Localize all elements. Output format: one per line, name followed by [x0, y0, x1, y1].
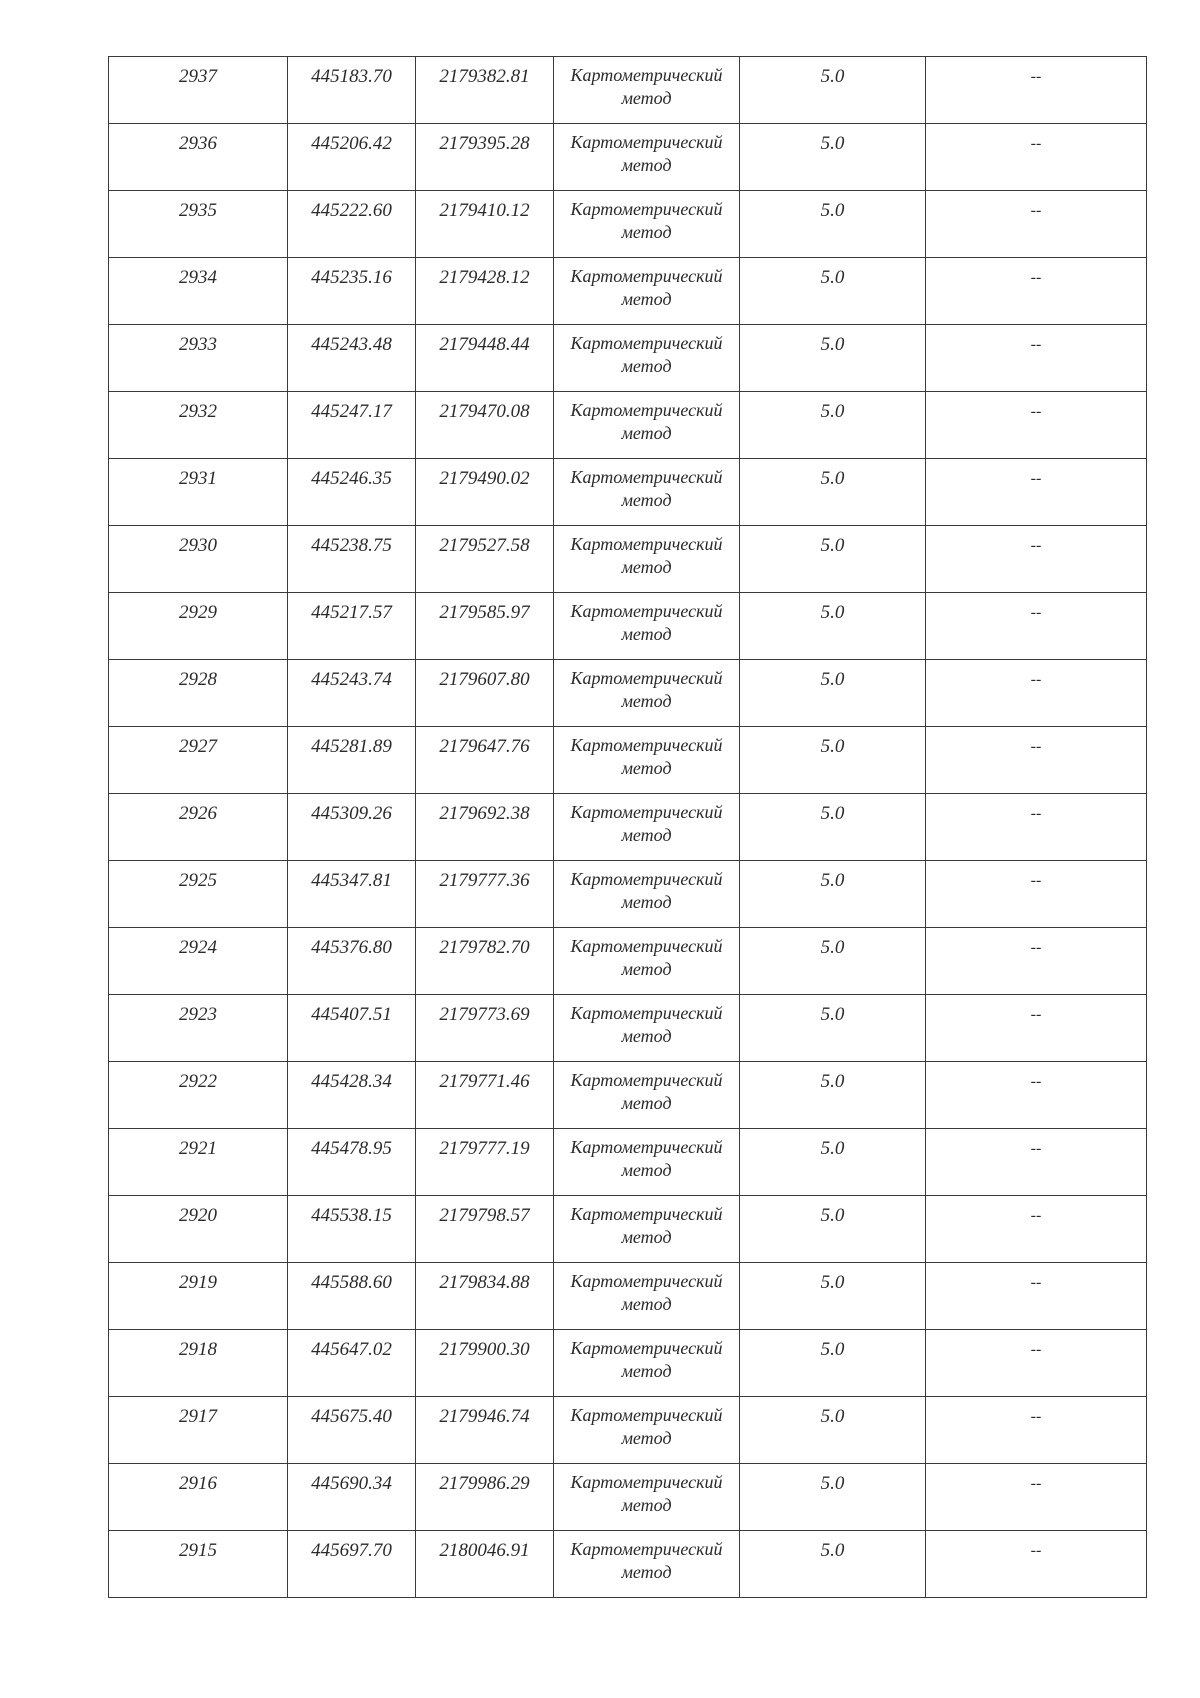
method-cell: Картометрический метод — [554, 660, 740, 727]
method-cell: Картометрический метод — [554, 1531, 740, 1598]
method-cell: Картометрический метод — [554, 1062, 740, 1129]
method-cell: Картометрический метод — [554, 124, 740, 191]
x-coordinate-cell: 445478.95 — [288, 1129, 416, 1196]
accuracy-cell: 5.0 — [740, 1196, 926, 1263]
y-coordinate-cell: 2179647.76 — [416, 727, 554, 794]
point-number-cell: 2931 — [109, 459, 288, 526]
y-coordinate-cell: 2179946.74 — [416, 1397, 554, 1464]
table-row — [109, 258, 1147, 325]
accuracy-cell: 5.0 — [740, 861, 926, 928]
accuracy-cell: 5.0 — [740, 928, 926, 995]
y-coordinate-cell: 2179782.70 — [416, 928, 554, 995]
y-coordinate-cell: 2179986.29 — [416, 1464, 554, 1531]
method-cell: Картометрический метод — [554, 928, 740, 995]
accuracy-cell: 5.0 — [740, 794, 926, 861]
method-cell: Картометрический метод — [554, 191, 740, 258]
accuracy-cell: 5.0 — [740, 57, 926, 124]
accuracy-cell: 5.0 — [740, 191, 926, 258]
note-cell: -- — [926, 325, 1147, 392]
y-coordinate-cell: 2179428.12 — [416, 258, 554, 325]
accuracy-cell: 5.0 — [740, 593, 926, 660]
note-cell: -- — [926, 124, 1147, 191]
note-cell: -- — [926, 1263, 1147, 1330]
x-coordinate-cell: 445538.15 — [288, 1196, 416, 1263]
y-coordinate-cell: 2179773.69 — [416, 995, 554, 1062]
method-cell: Картометрический метод — [554, 1196, 740, 1263]
x-coordinate-cell: 445247.17 — [288, 392, 416, 459]
accuracy-cell: 5.0 — [740, 258, 926, 325]
x-coordinate-cell: 445428.34 — [288, 1062, 416, 1129]
point-number-cell: 2920 — [109, 1196, 288, 1263]
note-cell: -- — [926, 995, 1147, 1062]
table-row — [109, 727, 1147, 794]
x-coordinate-cell: 445235.16 — [288, 258, 416, 325]
point-number-cell: 2932 — [109, 392, 288, 459]
x-coordinate-cell: 445281.89 — [288, 727, 416, 794]
point-number-cell: 2925 — [109, 861, 288, 928]
table-row — [109, 794, 1147, 861]
note-cell: -- — [926, 258, 1147, 325]
table-row — [109, 1464, 1147, 1531]
accuracy-cell: 5.0 — [740, 995, 926, 1062]
method-cell: Картометрический метод — [554, 1464, 740, 1531]
method-cell: Картометрический метод — [554, 995, 740, 1062]
x-coordinate-cell: 445183.70 — [288, 57, 416, 124]
x-coordinate-cell: 445690.34 — [288, 1464, 416, 1531]
point-number-cell: 2937 — [109, 57, 288, 124]
note-cell: -- — [926, 392, 1147, 459]
note-cell: -- — [926, 861, 1147, 928]
point-number-cell: 2924 — [109, 928, 288, 995]
method-cell: Картометрический метод — [554, 1397, 740, 1464]
x-coordinate-cell: 445407.51 — [288, 995, 416, 1062]
method-cell: Картометрический метод — [554, 861, 740, 928]
point-number-cell: 2918 — [109, 1330, 288, 1397]
y-coordinate-cell: 2179777.36 — [416, 861, 554, 928]
x-coordinate-cell: 445206.42 — [288, 124, 416, 191]
x-coordinate-cell: 445376.80 — [288, 928, 416, 995]
table-row — [109, 191, 1147, 258]
table-row — [109, 325, 1147, 392]
note-cell: -- — [926, 1062, 1147, 1129]
x-coordinate-cell: 445243.74 — [288, 660, 416, 727]
accuracy-cell: 5.0 — [740, 124, 926, 191]
y-coordinate-cell: 2179798.57 — [416, 1196, 554, 1263]
x-coordinate-cell: 445217.57 — [288, 593, 416, 660]
y-coordinate-cell: 2179395.28 — [416, 124, 554, 191]
note-cell: -- — [926, 727, 1147, 794]
table-row — [109, 861, 1147, 928]
y-coordinate-cell: 2179607.80 — [416, 660, 554, 727]
y-coordinate-cell: 2179382.81 — [416, 57, 554, 124]
x-coordinate-cell: 445588.60 — [288, 1263, 416, 1330]
table-row — [109, 928, 1147, 995]
accuracy-cell: 5.0 — [740, 1397, 926, 1464]
method-cell: Картометрический метод — [554, 593, 740, 660]
x-coordinate-cell: 445222.60 — [288, 191, 416, 258]
point-number-cell: 2916 — [109, 1464, 288, 1531]
table-row — [109, 1062, 1147, 1129]
note-cell: -- — [926, 1129, 1147, 1196]
y-coordinate-cell: 2179900.30 — [416, 1330, 554, 1397]
method-cell: Картометрический метод — [554, 258, 740, 325]
method-cell: Картометрический метод — [554, 459, 740, 526]
table-row — [109, 1263, 1147, 1330]
note-cell: -- — [926, 1464, 1147, 1531]
table-row — [109, 57, 1147, 124]
table-row — [109, 1531, 1147, 1598]
point-number-cell: 2926 — [109, 794, 288, 861]
y-coordinate-cell: 2179692.38 — [416, 794, 554, 861]
note-cell: -- — [926, 1531, 1147, 1598]
table-row — [109, 995, 1147, 1062]
y-coordinate-cell: 2179448.44 — [416, 325, 554, 392]
method-cell: Картометрический метод — [554, 526, 740, 593]
note-cell: -- — [926, 459, 1147, 526]
point-number-cell: 2915 — [109, 1531, 288, 1598]
method-cell: Картометрический метод — [554, 325, 740, 392]
note-cell: -- — [926, 1196, 1147, 1263]
point-number-cell: 2930 — [109, 526, 288, 593]
table-row — [109, 526, 1147, 593]
point-number-cell: 2936 — [109, 124, 288, 191]
y-coordinate-cell: 2179777.19 — [416, 1129, 554, 1196]
coordinates-table — [108, 56, 1147, 1598]
accuracy-cell: 5.0 — [740, 660, 926, 727]
x-coordinate-cell: 445246.35 — [288, 459, 416, 526]
table-row — [109, 392, 1147, 459]
method-cell: Картометрический метод — [554, 392, 740, 459]
x-coordinate-cell: 445243.48 — [288, 325, 416, 392]
point-number-cell: 2934 — [109, 258, 288, 325]
note-cell: -- — [926, 191, 1147, 258]
table-row — [109, 1397, 1147, 1464]
table-row — [109, 1196, 1147, 1263]
table-row — [109, 660, 1147, 727]
point-number-cell: 2927 — [109, 727, 288, 794]
point-number-cell: 2933 — [109, 325, 288, 392]
accuracy-cell: 5.0 — [740, 459, 926, 526]
accuracy-cell: 5.0 — [740, 526, 926, 593]
y-coordinate-cell: 2179410.12 — [416, 191, 554, 258]
accuracy-cell: 5.0 — [740, 1263, 926, 1330]
y-coordinate-cell: 2179585.97 — [416, 593, 554, 660]
accuracy-cell: 5.0 — [740, 727, 926, 794]
table-row — [109, 593, 1147, 660]
point-number-cell: 2921 — [109, 1129, 288, 1196]
method-cell: Картометрический метод — [554, 1263, 740, 1330]
x-coordinate-cell: 445647.02 — [288, 1330, 416, 1397]
note-cell: -- — [926, 57, 1147, 124]
method-cell: Картометрический метод — [554, 57, 740, 124]
point-number-cell: 2935 — [109, 191, 288, 258]
accuracy-cell: 5.0 — [740, 1531, 926, 1598]
table-row — [109, 124, 1147, 191]
x-coordinate-cell: 445238.75 — [288, 526, 416, 593]
accuracy-cell: 5.0 — [740, 1129, 926, 1196]
method-cell: Картометрический метод — [554, 1330, 740, 1397]
y-coordinate-cell: 2179834.88 — [416, 1263, 554, 1330]
note-cell: -- — [926, 593, 1147, 660]
accuracy-cell: 5.0 — [740, 1464, 926, 1531]
accuracy-cell: 5.0 — [740, 325, 926, 392]
note-cell: -- — [926, 928, 1147, 995]
point-number-cell: 2922 — [109, 1062, 288, 1129]
x-coordinate-cell: 445347.81 — [288, 861, 416, 928]
x-coordinate-cell: 445309.26 — [288, 794, 416, 861]
table-row — [109, 1330, 1147, 1397]
table-row — [109, 459, 1147, 526]
note-cell: -- — [926, 1397, 1147, 1464]
accuracy-cell: 5.0 — [740, 1062, 926, 1129]
point-number-cell: 2929 — [109, 593, 288, 660]
note-cell: -- — [926, 526, 1147, 593]
note-cell: -- — [926, 1330, 1147, 1397]
point-number-cell: 2919 — [109, 1263, 288, 1330]
y-coordinate-cell: 2179527.58 — [416, 526, 554, 593]
y-coordinate-cell: 2180046.91 — [416, 1531, 554, 1598]
point-number-cell: 2923 — [109, 995, 288, 1062]
x-coordinate-cell: 445697.70 — [288, 1531, 416, 1598]
note-cell: -- — [926, 660, 1147, 727]
x-coordinate-cell: 445675.40 — [288, 1397, 416, 1464]
accuracy-cell: 5.0 — [740, 1330, 926, 1397]
table-row — [109, 1129, 1147, 1196]
method-cell: Картометрический метод — [554, 1129, 740, 1196]
y-coordinate-cell: 2179771.46 — [416, 1062, 554, 1129]
y-coordinate-cell: 2179470.08 — [416, 392, 554, 459]
method-cell: Картометрический метод — [554, 794, 740, 861]
point-number-cell: 2928 — [109, 660, 288, 727]
accuracy-cell: 5.0 — [740, 392, 926, 459]
point-number-cell: 2917 — [109, 1397, 288, 1464]
y-coordinate-cell: 2179490.02 — [416, 459, 554, 526]
note-cell: -- — [926, 794, 1147, 861]
table-body — [109, 57, 1147, 1598]
method-cell: Картометрический метод — [554, 727, 740, 794]
